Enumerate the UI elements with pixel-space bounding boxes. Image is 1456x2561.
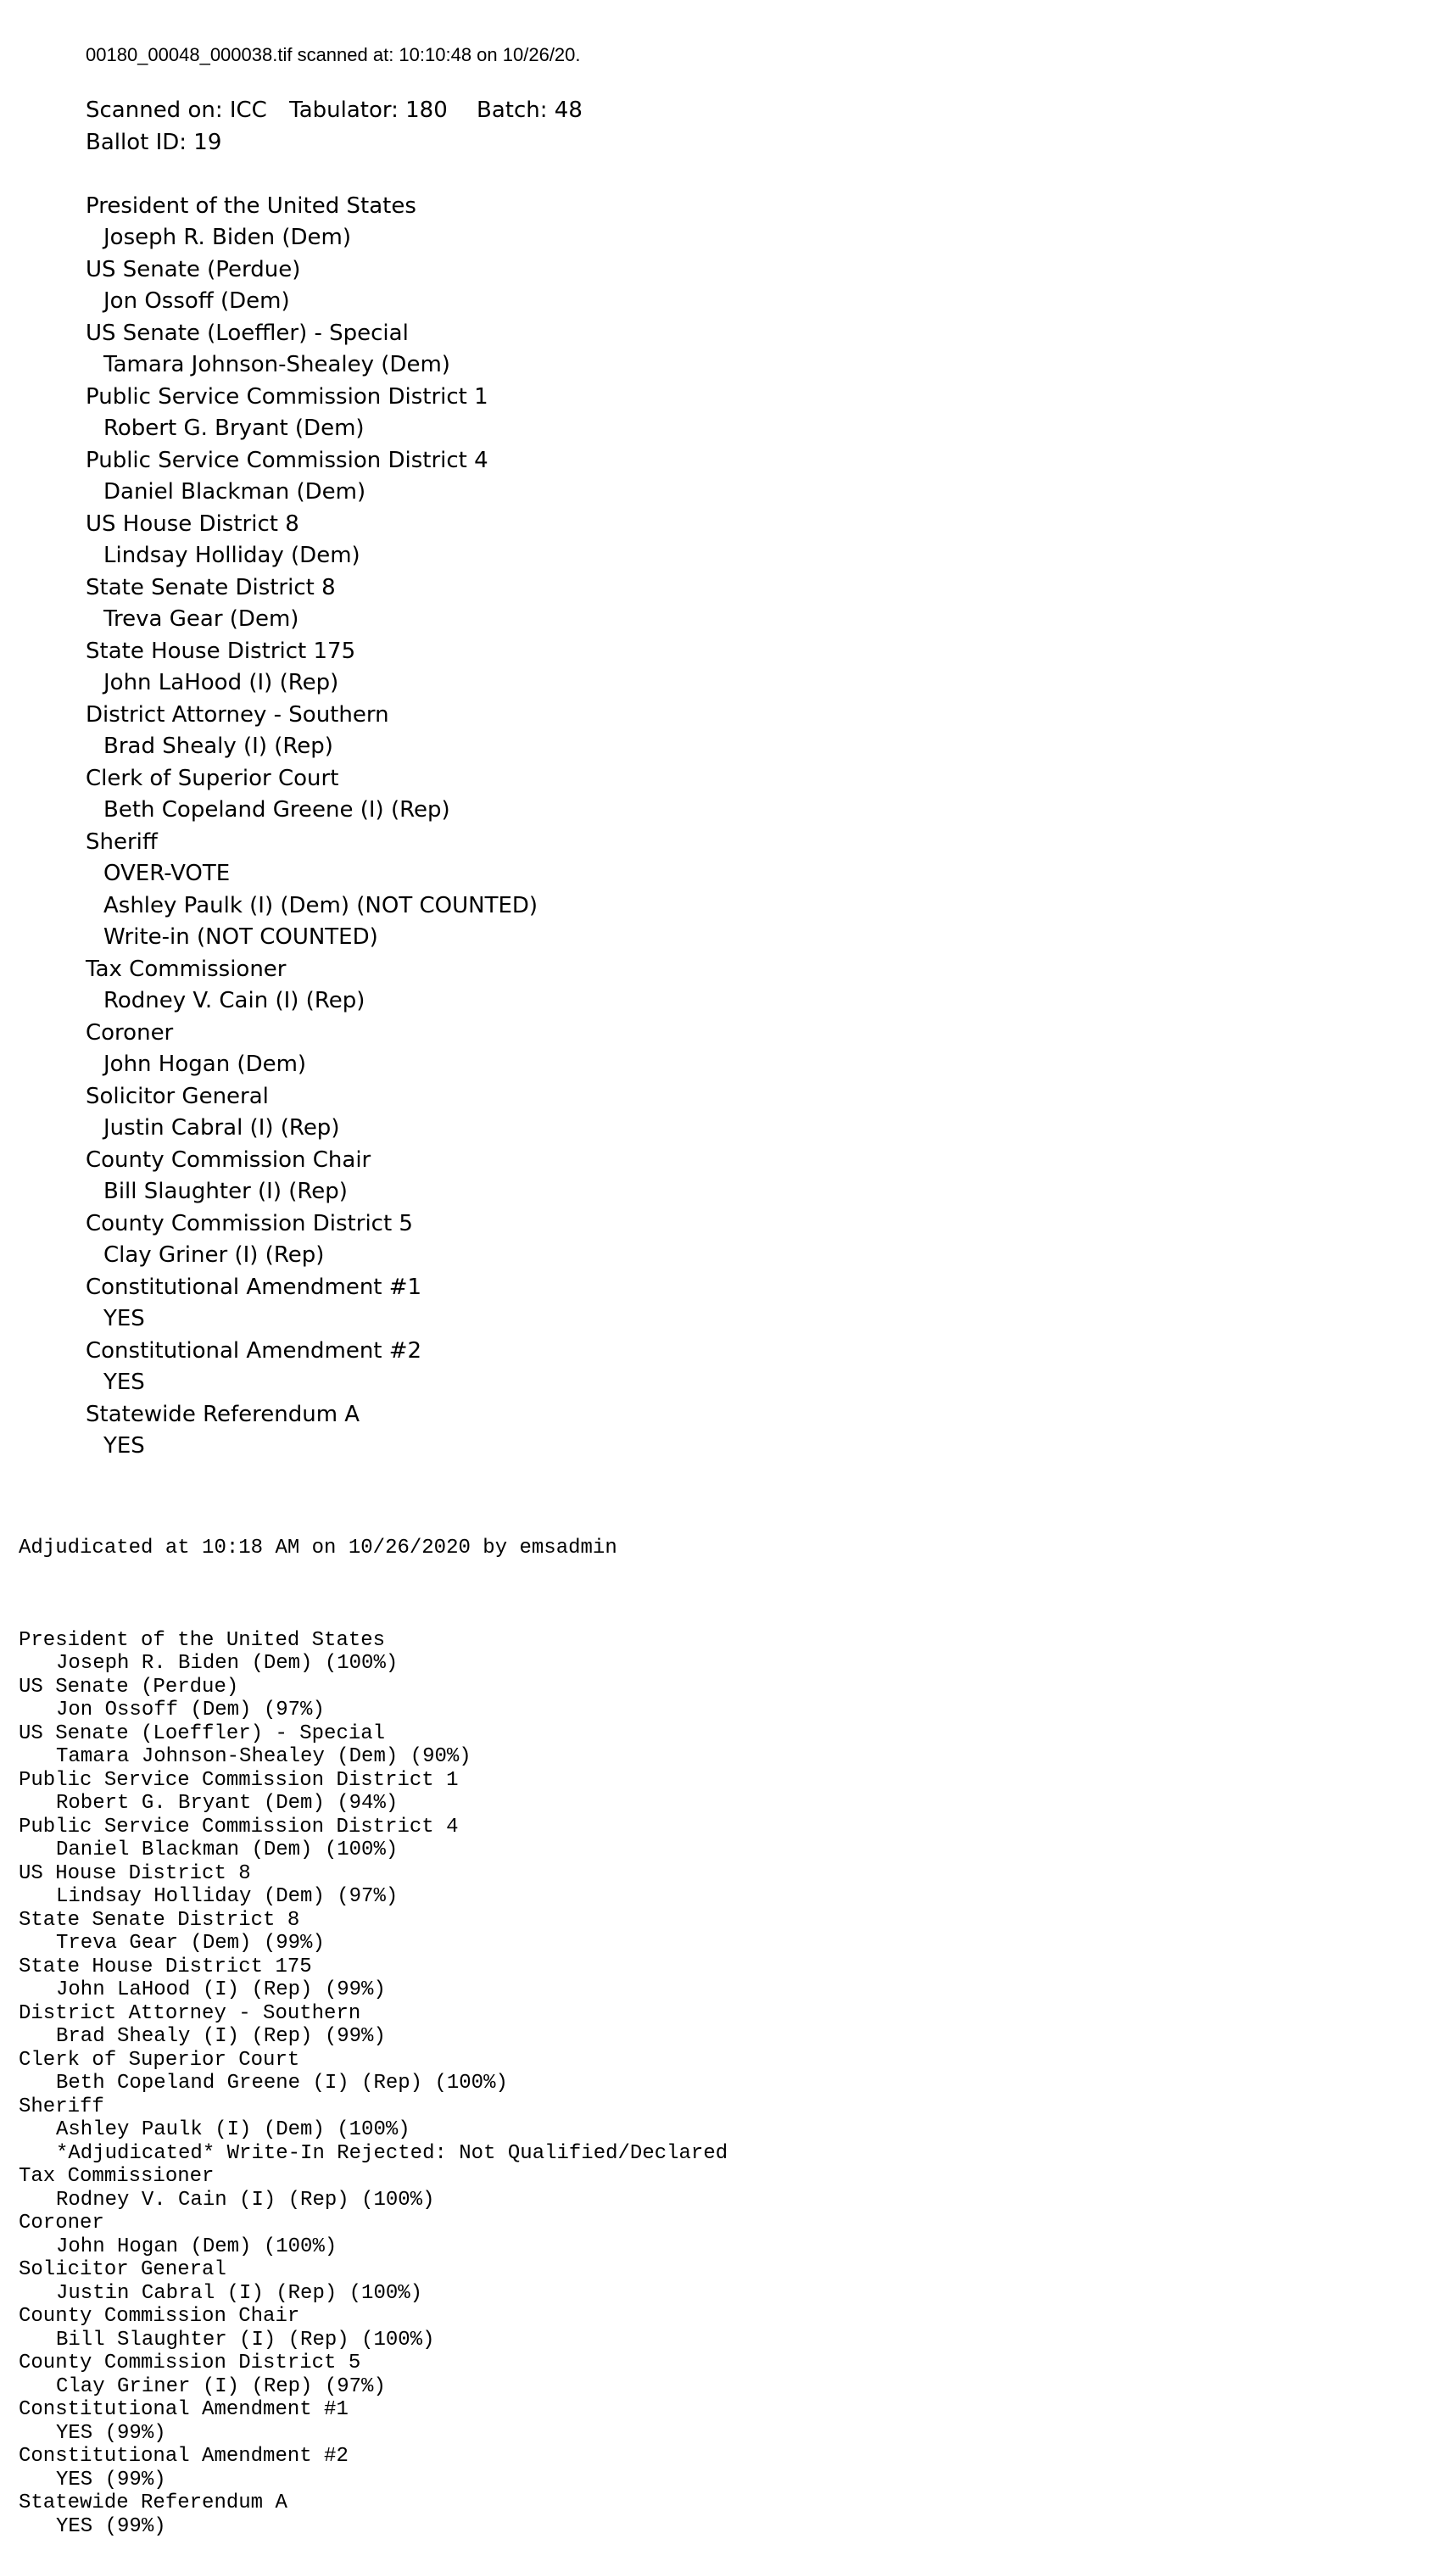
contest-choice: YES (103, 1370, 145, 1395)
adjudicated-contest-title: State Senate District 8 (19, 1908, 300, 1932)
contest-title: State House District 175 (86, 638, 356, 664)
adjudicated-contest-title: Solicitor General (19, 2258, 226, 2281)
contest-choice: Jon Ossoff (Dem) (103, 288, 290, 314)
contest-choice: Brad Shealy (I) (Rep) (103, 734, 333, 759)
adjudicated-contest-title: County Commission District 5 (19, 2352, 361, 2374)
contest-choice: Write-in (NOT COUNTED) (103, 924, 378, 950)
contest-title: Sheriff (86, 829, 158, 855)
adjudicated-choice: Jon Ossoff (Dem) (97%) (56, 1699, 325, 1721)
adjudicated-contest-title: Sheriff (19, 2095, 104, 2118)
contest-title: Clerk of Superior Court (86, 765, 339, 791)
contest-title: County Commission Chair (86, 1147, 371, 1173)
adjudication-title: Adjudicated at 10:18 AM on 10/26/2020 by emsadmin (19, 1537, 617, 1559)
adjudicated-choice: Clay Griner (I) (Rep) (97%) (56, 2374, 386, 2398)
scanned-on-label: Scanned on: ICC (86, 98, 267, 123)
contest-choice: John Hogan (Dem) (103, 1052, 307, 1077)
adjudicated-contest-title: Statewide Referendum A (19, 2491, 287, 2514)
adjudicated-contest-title: Tax Commissioner (19, 2165, 215, 2188)
contest-choice: Robert G. Bryant (Dem) (103, 416, 365, 441)
adjudicated-contest-title: President of the United States (19, 1628, 386, 1652)
contest-choice: Clay Griner (I) (Rep) (103, 1242, 325, 1268)
adjudicated-contest-title: Public Service Commission District 4 (19, 1815, 459, 1838)
adjudicated-contest-title: Public Service Commission District 1 (19, 1768, 459, 1792)
contest-choice: OVER-VOTE (103, 861, 231, 886)
contest-choice: YES (103, 1306, 145, 1331)
section-spacer (86, 159, 598, 191)
contest-choice: John LaHood (I) (Rep) (103, 670, 339, 695)
contest-choice: Bill Slaughter (I) (Rep) (103, 1179, 348, 1204)
contest-title: US House District 8 (86, 511, 299, 537)
contest-choice: YES (103, 1433, 145, 1459)
contest-title: State Senate District 8 (86, 574, 336, 600)
batch-label: Batch: 48 (477, 98, 583, 123)
contest-choice: Treva Gear (Dem) (103, 606, 299, 632)
adjudicated-choice: Lindsay Holliday (Dem) (97%) (56, 1885, 399, 1908)
adjudicated-choice: Robert G. Bryant (Dem) (94%) (56, 1792, 399, 1815)
contest-title: Constitutional Amendment #2 (86, 1337, 422, 1364)
contest-title: Solicitor General (86, 1083, 269, 1109)
adjudicated-choice: Treva Gear (Dem) (99%) (56, 1932, 325, 1955)
adjudicated-choice: Daniel Blackman (Dem) (100%) (56, 1838, 399, 1861)
contest-title: US Senate (Loeffler) - Special (86, 320, 409, 346)
scan-header: 00180_00048_000038.tif scanned at: 10:10:48 on 10/26/20. (86, 44, 581, 65)
contest-title: County Commission District 5 (86, 1210, 413, 1236)
adjudication-section (19, 1491, 728, 2561)
adjudicated-choice: Rodney V. Cain (I) (Rep) (100%) (56, 2188, 435, 2212)
adjudicated-contest-title: US Senate (Loeffler) - Special (19, 1721, 386, 1745)
adjudicated-contest-title: State House District 175 (19, 1955, 312, 1978)
contest-title: Constitutional Amendment #1 (86, 1274, 422, 1300)
contest-choice: Tamara Johnson-Shealey (Dem) (103, 352, 450, 377)
adjudicated-choice: John Hogan (Dem) (100%) (56, 2235, 338, 2258)
adjudicated-contest-title: Coroner (19, 2212, 104, 2235)
adjudicated-choice: YES (99%) (56, 2468, 166, 2491)
contest-title: Public Service Commission District 1 (86, 383, 488, 410)
adjudicated-contest-title: US Senate (Perdue) (19, 1675, 239, 1699)
contest-choice: Joseph R. Biden (Dem) (103, 225, 351, 250)
contest-title: US Senate (Perdue) (86, 256, 301, 282)
contest-title: President of the United States (86, 192, 416, 219)
contest-choice: Justin Cabral (I) (Rep) (103, 1115, 340, 1141)
adjudicated-choice: John LaHood (I) (Rep) (99%) (56, 1978, 386, 2001)
adjudicated-choice: Tamara Johnson-Shealey (Dem) (90%) (56, 1745, 471, 1768)
tabulator-label: Tabulator: 180 (289, 98, 448, 123)
adjudicated-choice: *Adjudicated* Write-In Rejected: Not Qualified/Declared (56, 2141, 728, 2165)
contest-choice: Beth Copeland Greene (I) (Rep) (103, 797, 450, 823)
adjudicated-choice: YES (99%) (56, 2514, 166, 2538)
contest-title: Coroner (86, 1019, 174, 1046)
adjudicated-contest-title: Clerk of Superior Court (19, 2048, 300, 2072)
adjudicated-contest-title: District Attorney - Southern (19, 2001, 361, 2025)
adjudicated-choice: YES (99%) (56, 2421, 166, 2445)
contest-choice: Lindsay Holliday (Dem) (103, 543, 360, 568)
adjudicated-contest-title: County Commission Chair (19, 2305, 300, 2328)
adjudicated-contest-title: US House District 8 (19, 1861, 251, 1885)
ballot-meta-row (86, 95, 598, 127)
contest-list (86, 191, 598, 1463)
ballot-section (86, 95, 598, 1463)
contest-choice: Ashley Paulk (I) (Dem) (NOT COUNTED) (103, 892, 538, 918)
adjudication-contest-list (19, 1629, 728, 2539)
contest-title: Statewide Referendum A (86, 1401, 360, 1427)
adjudicated-choice: Ashley Paulk (I) (Dem) (100%) (56, 2118, 410, 2141)
contest-choice: Rodney V. Cain (I) (Rep) (103, 988, 365, 1013)
adjudicated-choice: Beth Copeland Greene (I) (Rep) (100%) (56, 2072, 508, 2095)
contest-choice: Daniel Blackman (Dem) (103, 479, 366, 505)
adjudicated-contest-title: Constitutional Amendment #2 (19, 2445, 349, 2468)
adjudicated-choice: Brad Shealy (I) (Rep) (99%) (56, 2025, 386, 2048)
contest-title: Tax Commissioner (86, 956, 287, 982)
ballot-id-label: Ballot ID: 19 (86, 129, 222, 155)
adjudicated-choice: Joseph R. Biden (Dem) (100%) (56, 1652, 399, 1675)
adjudicated-choice: Justin Cabral (I) (Rep) (100%) (56, 2281, 423, 2305)
adjudicated-choice: Bill Slaughter (I) (Rep) (100%) (56, 2328, 435, 2352)
adjudicated-contest-title: Constitutional Amendment #1 (19, 2398, 349, 2421)
contest-title: Public Service Commission District 4 (86, 447, 488, 473)
contest-title: District Attorney - Southern (86, 701, 389, 728)
